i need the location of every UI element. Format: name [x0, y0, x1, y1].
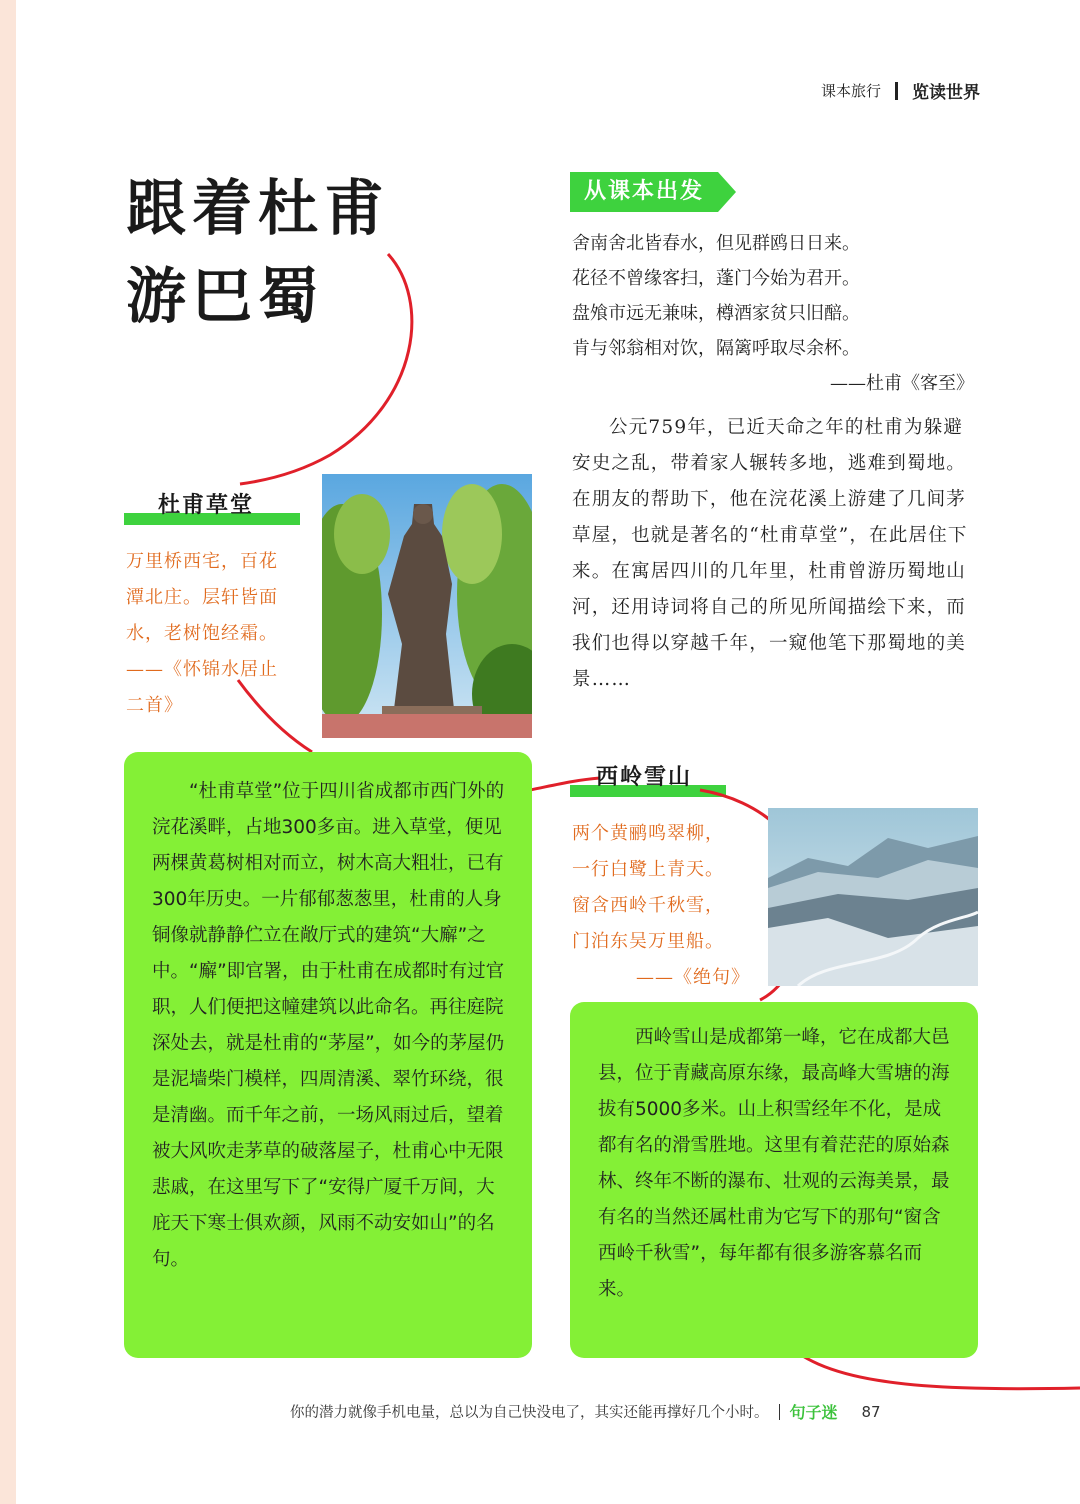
poem-author: ——杜甫《客至》	[830, 373, 974, 394]
xiling-snow-mountain-photo	[768, 808, 978, 986]
xiling-body: 西岭雪山是成都第一峰，它在成都大邑县，位于青藏高原东缘，最高峰大雪塘的海拔有5000多米。山上积雪经年不化，是成都有名的滑雪胜地。这里有着茫茫的原始森林、终年不断的瀑布、壮观的云海美景，最有名的当然还属杜甫为它写下的那句“窗含西岭千秋雪”，每年都有很多游客慕名而来。	[598, 1027, 950, 1300]
caotang-title-text: 杜甫草堂	[158, 493, 255, 518]
page-footer	[290, 1400, 881, 1423]
footer-brand: 句子迷	[789, 1403, 838, 1422]
dufu-statue-photo	[322, 474, 532, 738]
quote-line: ——《怀锦水居止	[126, 659, 278, 680]
title-line-2: 游巴蜀	[126, 262, 324, 332]
poem-line: 舍南舍北皆春水，但见群鸥日日来。	[572, 233, 860, 254]
header-section: 课本旅行	[820, 82, 881, 100]
quote-line: 窗含西岭千秋雪，	[572, 895, 724, 916]
quote-line: 门泊东吴万里船。	[572, 931, 724, 952]
header-column: 览读世界	[912, 83, 980, 103]
poem-line: 肯与邻翁相对饮，隔篱呼取尽余杯。	[572, 338, 860, 359]
poem-line: 花径不曾缘客扫，蓬门今始为君开。	[572, 268, 860, 289]
caotang-card	[124, 752, 532, 1358]
title-line-1: 跟着杜甫	[126, 174, 390, 244]
page-number: 87	[861, 1402, 881, 1421]
quote-line: ——《绝句》	[636, 967, 750, 988]
quote-line: 二首》	[126, 695, 183, 716]
caotang-body: “杜甫草堂”位于四川省成都市西门外的浣花溪畔，占地300多亩。进入草堂，便见两棵黄葛树相对而立，树木高大粗壮，已有300年历史。一片郁郁葱葱里，杜甫的人身铜像就静静伫立在敞厅式的建筑“大廨”之中。“廨”即官署，由于杜甫在成都时有过官职，人们便把这幢建筑以此命名。再往庭院深处去，就是杜甫的“茅屋”，如今的茅屋仍是泥墙柴门模样，四周清溪、翠竹环绕，很是清幽。而千年之前，一场风雨过后，望着被大风吹走茅草的破落屋子，杜甫心中无限悲戚，在这里写下了“安得广厦千万间，大庇天下寒士俱欢颜，风雨不动安如山”的名句。	[152, 781, 505, 1270]
quote-line: 万里桥西宅，百花	[126, 551, 278, 572]
xiling-title-text: 西岭雪山	[596, 765, 693, 790]
xiling-quote	[572, 816, 772, 996]
page-title	[126, 165, 390, 341]
caotang-quote	[126, 544, 316, 724]
poem-line: 盘飧市远无兼味，樽酒家贫只旧醅。	[572, 303, 860, 324]
footer-quote: 你的潜力就像手机电量，总以为自己快没电了，其实还能再撑好几个小时。	[290, 1405, 769, 1421]
quote-line: 两个黄鹂鸣翠柳，	[572, 823, 724, 844]
intro-paragraph: 公元759年，已近天命之年的杜甫为躲避安史之乱，带着家人辗转多地，逃难到蜀地。在朋友的帮助下，他在浣花溪上游建了几间茅草屋，也就是著名的“杜甫草堂”，在此居住下来。在寓居四川的几年里，杜甫曾游历蜀地山河，还用诗词将自己的所见所闻描绘下来，而我们也得以穿越千年，一窥他笔下那蜀地的美景……	[572, 417, 968, 690]
quote-line: 一行白鹭上青天。	[572, 859, 724, 880]
quote-line: 潭北庄。层轩皆面	[126, 587, 278, 608]
xiling-card	[570, 1002, 978, 1358]
from-textbook-tag: 从课本出发	[570, 172, 718, 212]
xiling-section-title	[596, 760, 692, 791]
caotang-section-title	[158, 488, 254, 519]
poem-block	[572, 226, 982, 401]
quote-line: 水，老树饱经霜。	[126, 623, 278, 644]
footer-divider	[779, 1404, 780, 1420]
